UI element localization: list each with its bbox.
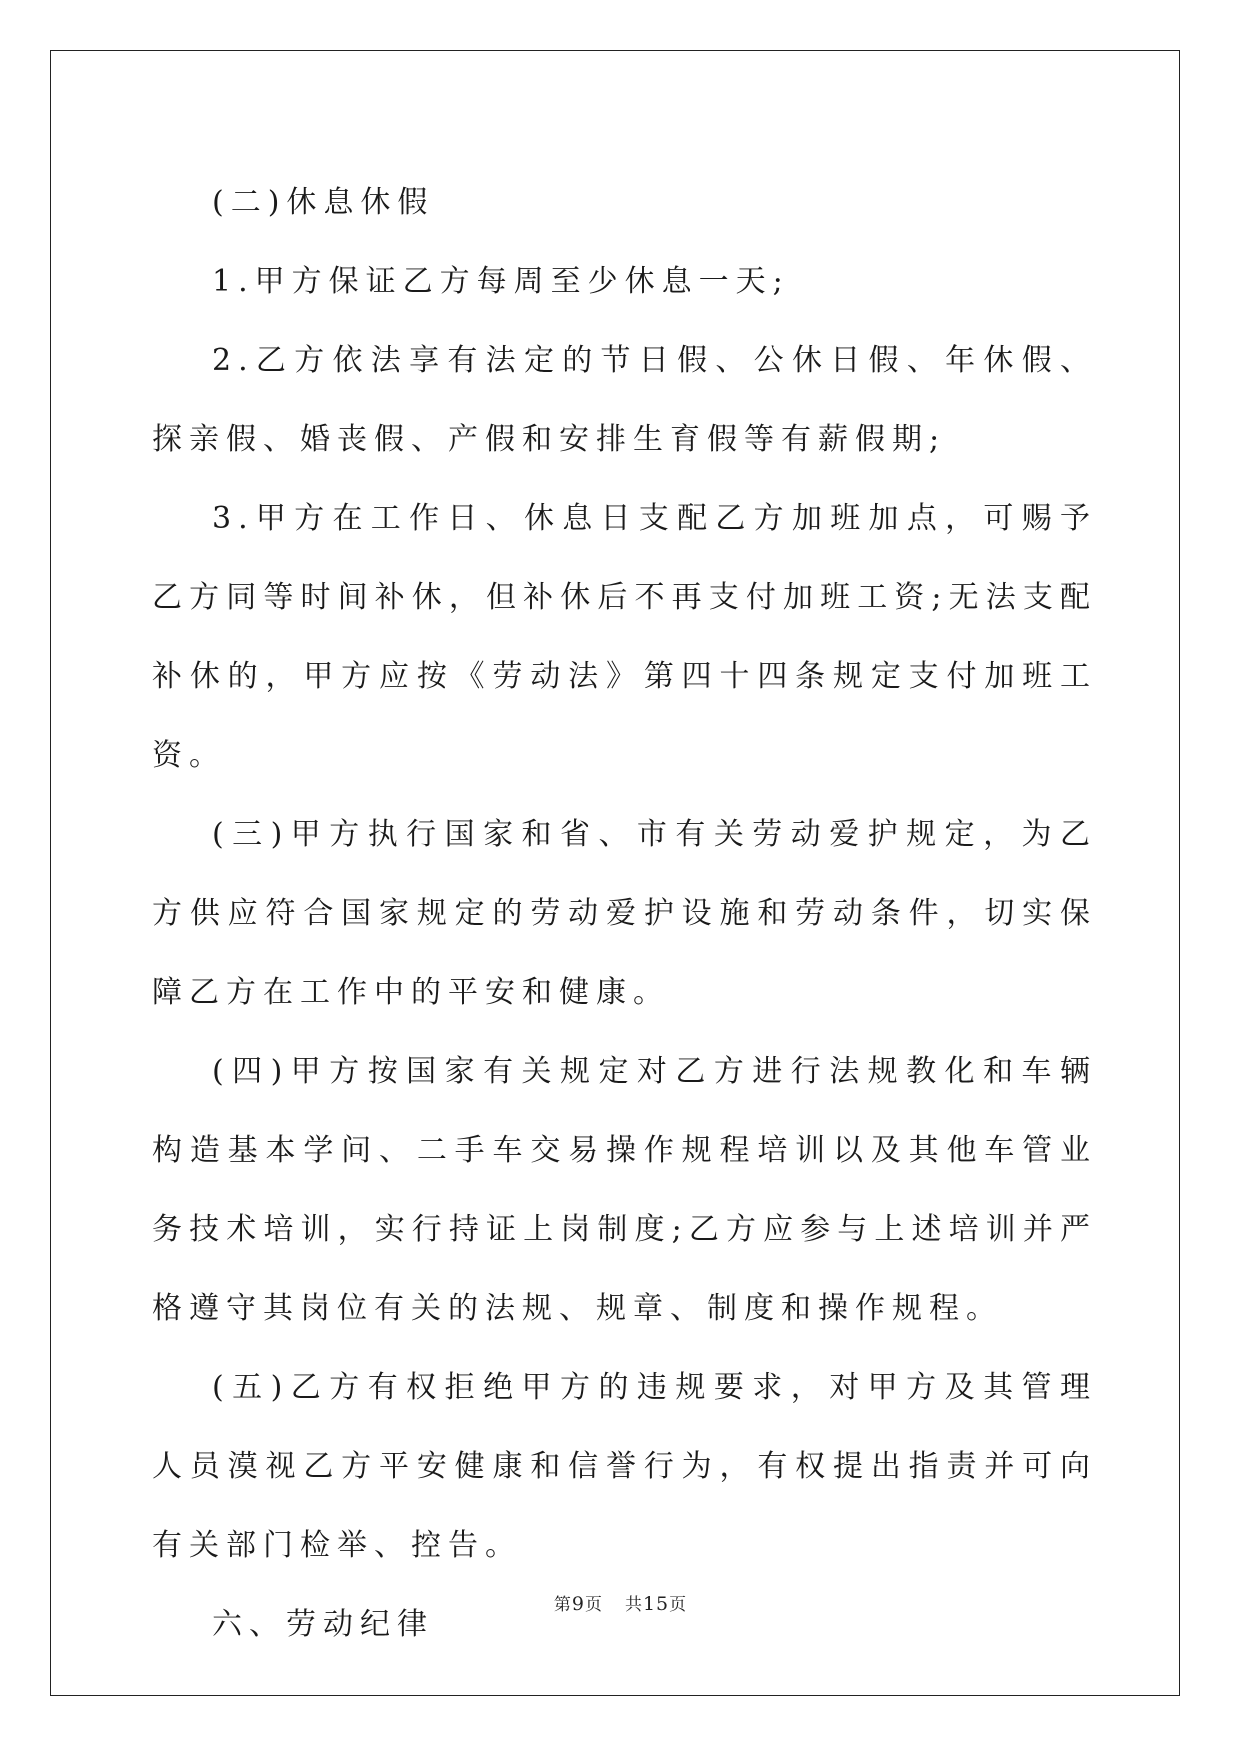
page-current: 9	[571, 1593, 585, 1615]
page-prefix: 第	[553, 1595, 572, 1615]
page-suffix: 页	[584, 1595, 603, 1615]
paragraph-weekly-rest: 1.甲方保证乙方每周至少休息一天;	[212, 264, 790, 299]
section-labor-discipline-heading: 六、劳动纪律	[212, 1607, 434, 1642]
paragraph-overtime: 3.甲方在工作日、休息日支配乙方加班加点，可赐予乙方同等时间补休，但补休后不再支付加班工资;无法支配补休的，甲方应按《劳动法》第四十四条规定支付加班工资。	[152, 501, 1097, 773]
page-total: 15	[642, 1593, 670, 1615]
paragraph-paid-holidays: 2.乙方依法享有法定的节日假、公休日假、年休假、探亲假、婚丧假、产假和安排生育假等有薪假期;	[152, 343, 1097, 457]
paragraph-right-to-refuse: (五)乙方有权拒绝甲方的违规要求，对甲方及其管理人员漠视乙方平安健康和信誉行为，有权提出指责并可向有关部门检举、控告。	[152, 1370, 1097, 1563]
total-suffix: 页	[669, 1595, 688, 1615]
paragraph-rest-and-leave-heading: (二)休息休假	[212, 185, 435, 220]
total-prefix: 共	[624, 1595, 643, 1615]
document-body	[152, 163, 1097, 1664]
paragraph-training: (四)甲方按国家有关规定对乙方进行法规教化和车辆构造基本学问、二手车交易操作规程培训以及其他车管业务技术培训，实行持证上岗制度;乙方应参与上述培训并严格遵守其岗位有关的法规、规章、制度和操作规程。	[152, 1054, 1097, 1326]
page-footer	[0, 1590, 1241, 1615]
paragraph-labor-protection: (三)甲方执行国家和省、市有关劳动爱护规定，为乙方供应符合国家规定的劳动爱护设施和劳动条件，切实保障乙方在工作中的平安和健康。	[152, 817, 1097, 1010]
